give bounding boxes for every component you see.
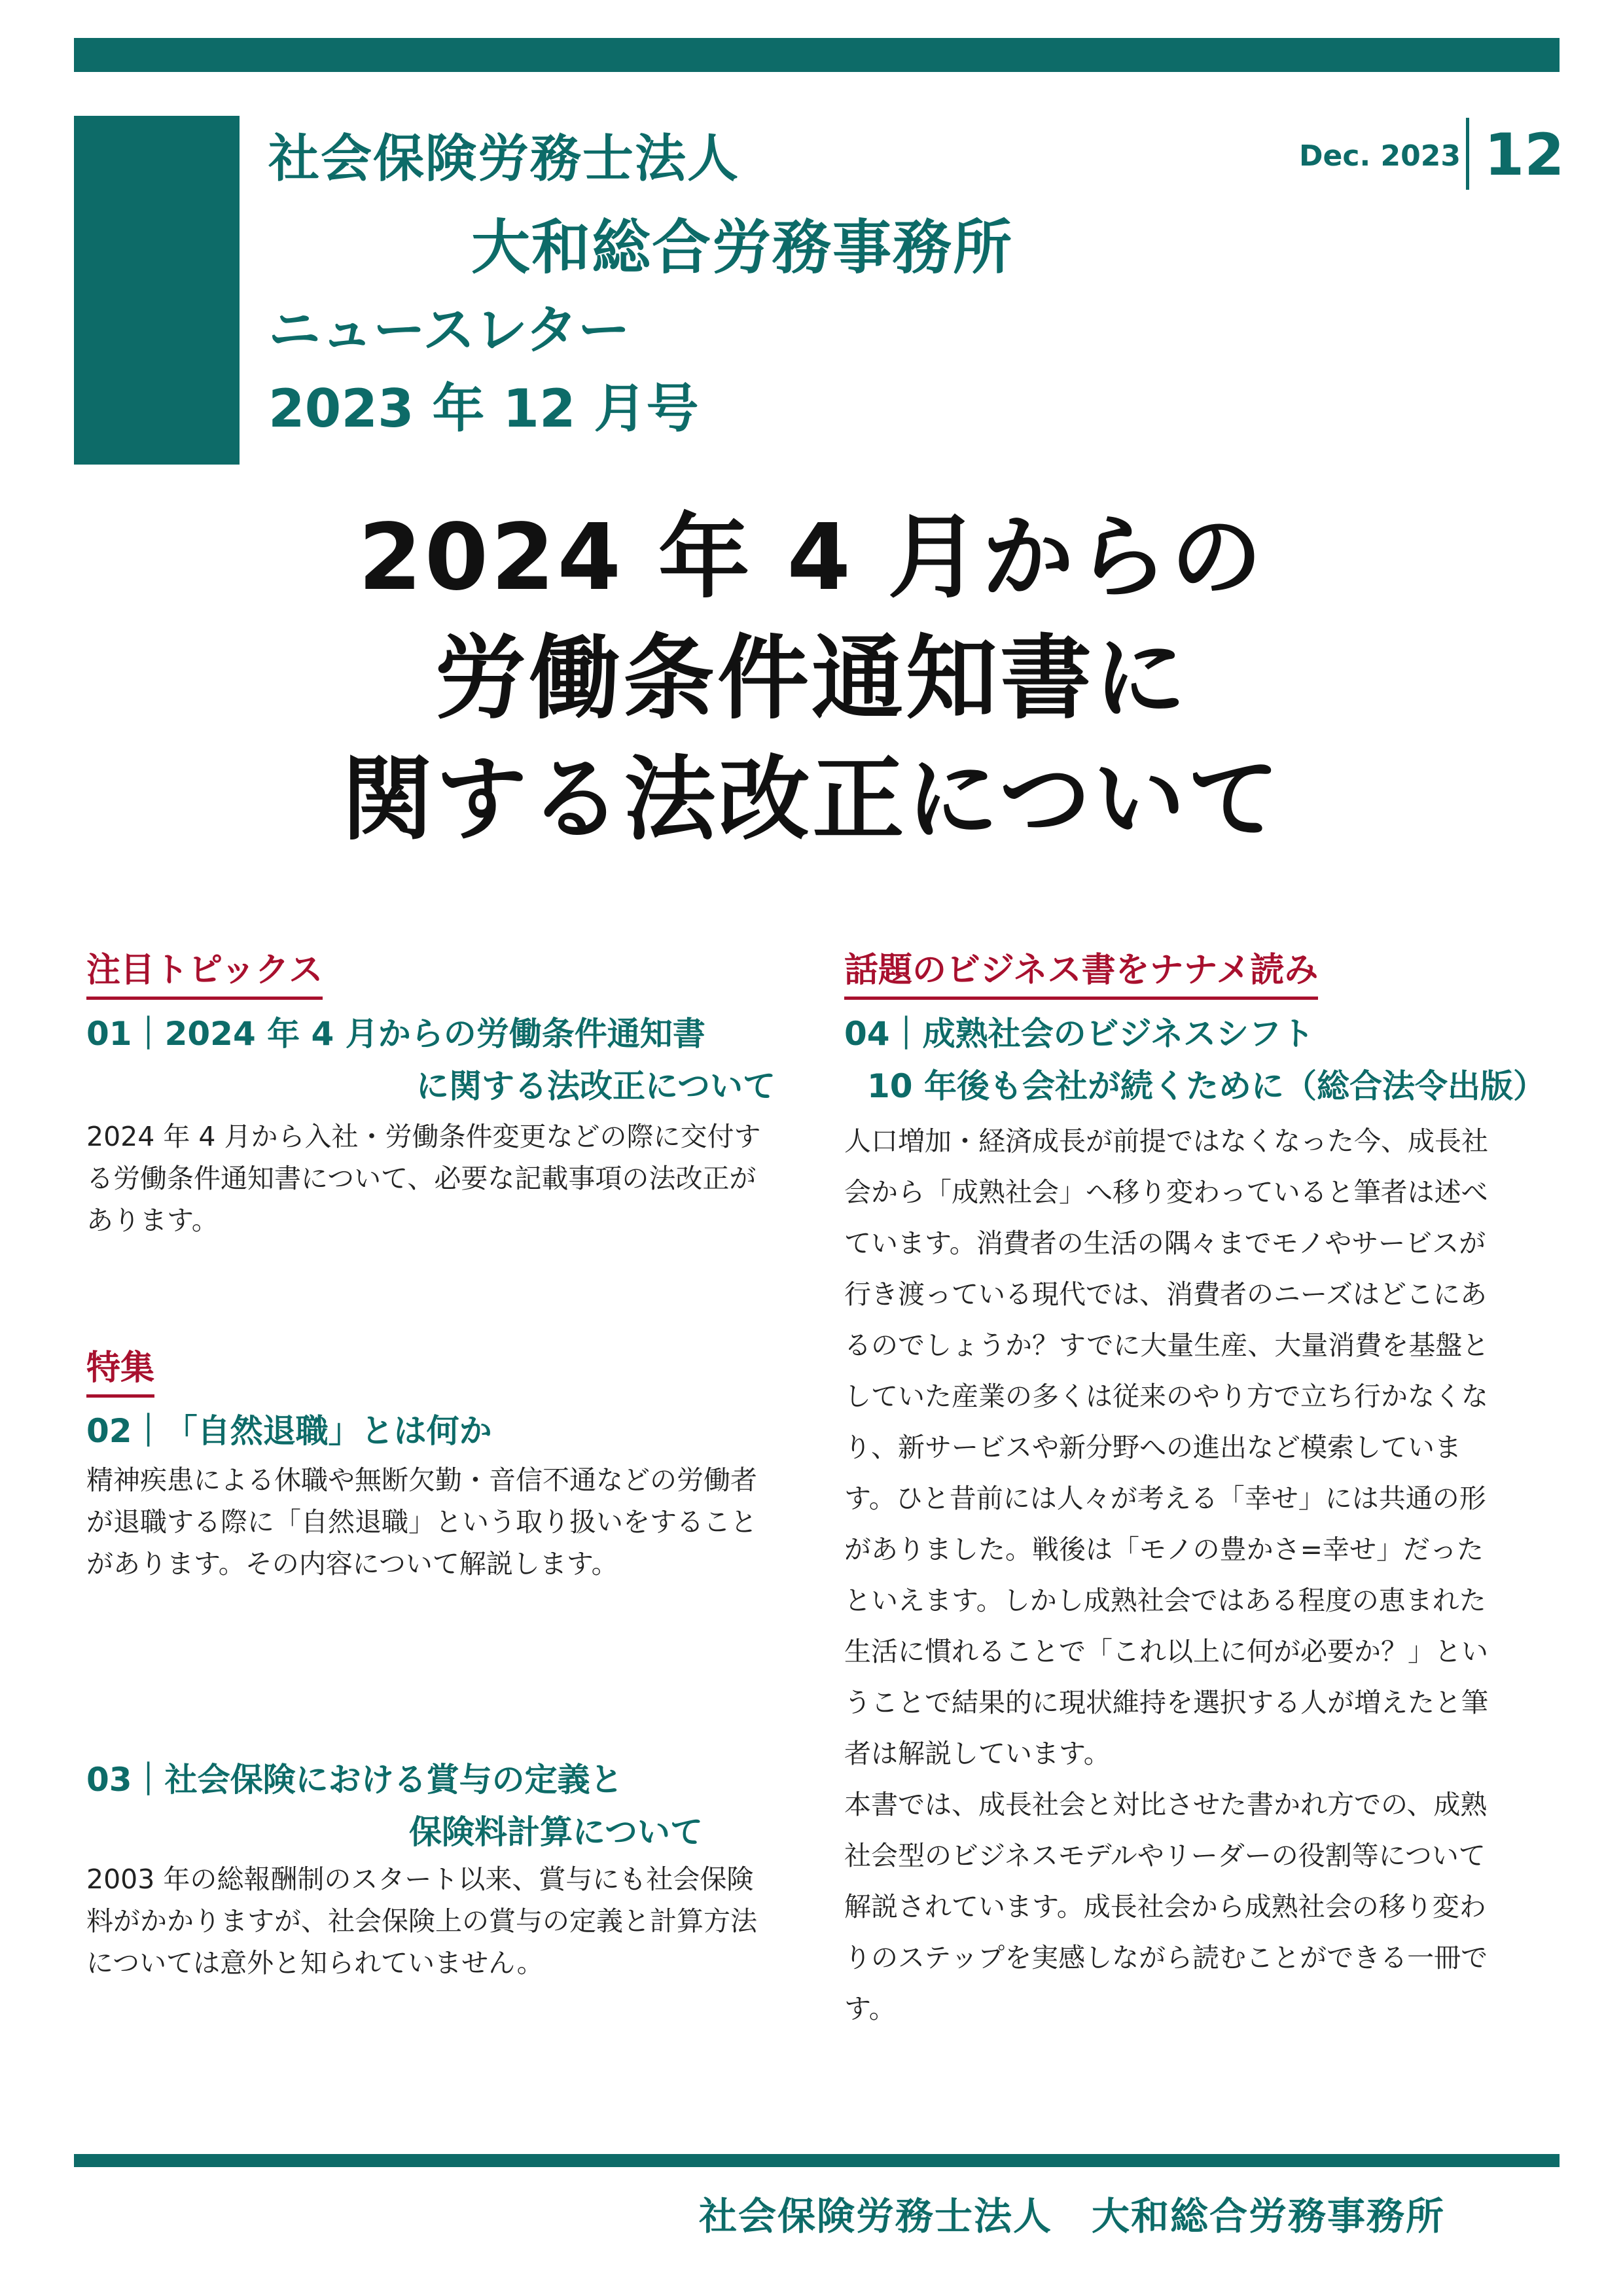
section-label-feature: 特集 [86,1340,154,1398]
header-side-block [74,116,240,465]
feature-02-heading: 02｜「自然退職」とは何か [86,1412,492,1450]
body-line: りのステップを実感しながら読むことができる一冊で [844,1942,1488,1973]
top-band [74,38,1560,72]
headline-line: 関する法改正について [341,747,1282,853]
item-03-heading-cont: 保険料計算について [409,1813,703,1851]
body-line: といえます。しかし成熟社会ではある程度の恵まれた [844,1585,1486,1616]
body-line: していた産業の多くは従来のやり方で立ち行かなくな [844,1381,1488,1412]
topic-01-heading: 01｜2024 年 4 月からの労働条件通知書 [86,1015,705,1053]
bottom-band [74,2154,1560,2167]
body-line: 精神疾患による休職や無断欠勤・音信不通などの労働者 [86,1464,757,1496]
body-line: す。ひと昔前には人々が考える「幸せ」には共通の形 [844,1483,1486,1514]
issue-date: Dec. 2023 [1299,139,1461,173]
body-line: については意外と知られていません。 [86,1947,544,1979]
topic-01-heading-cont: に関する法改正について [416,1067,776,1105]
body-line: 社会型のビジネスモデルやリーダーの役割等について [844,1840,1486,1871]
body-line: る労働条件通知書について、必要な記載事項の法改正が [86,1163,757,1194]
body-line: が退職する際に「自然退職」という取り扱いをすること [86,1506,757,1538]
footer-org-name: 社会保険労務士法人 大和総合労務事務所 [699,2194,1446,2238]
org-name-line2: 大和総合労務事務所 [471,213,1013,282]
issue-label: 2023 年 12 月号 [268,378,699,439]
body-line: り、新サービスや新分野への進出など模索していま [844,1432,1461,1463]
section-label-business-books: 話題のビジネス書をナナメ読み [844,942,1318,1000]
org-name-line1: 社会保険労務士法人 [268,130,740,188]
body-line: 2024 年 4 月から入社・労働条件変更などの際に交付す [86,1121,761,1152]
item-03-body [86,1858,757,1984]
body-line: 解説されています。成長社会から成熟社会の移り変わ [844,1891,1486,1922]
newsletter-title: ニュースレター [268,300,630,361]
book-04-subtitle: 10 年後も会社が続くために（総合法令出版） [867,1067,1546,1105]
body-line: 人口増加・経済成長が前提ではなくなった今、成長社 [844,1125,1488,1157]
body-line: うことで結果的に現状維持を選択する人が増えたと筆 [844,1687,1488,1718]
month-number: 12 [1484,121,1565,188]
body-line: 会から「成熟社会」へ移り変わっていると筆者は述べ [844,1176,1488,1208]
body-line: 者は解説しています。 [844,1738,1111,1769]
body-line: 生活に慣れることで「これ以上に何が必要か？」とい [844,1636,1488,1667]
book-04-heading: 04｜成熟社会のビジネスシフト [844,1015,1315,1053]
body-line: ています。消費者の生活の隅々までモノやサービスが [844,1227,1486,1259]
book-04-body [844,1116,1489,2034]
item-03-heading: 03｜社会保険における賞与の定義と [86,1761,623,1799]
body-line: 行き渡っている現代では、消費者のニーズはどこにあ [844,1279,1487,1310]
feature-02-body [86,1459,757,1585]
body-line: あります。 [86,1205,219,1236]
date-divider [1466,118,1469,190]
body-line: す。 [844,1993,896,2024]
body-line: がありました。戦後は「モノの豊かさ=幸せ」だった [844,1534,1484,1565]
body-line: るのでしょうか？すでに大量生産、大量消費を基盤と [844,1330,1489,1361]
headline-line: 労働条件通知書に [434,626,1188,732]
body-line: 本書では、成長社会と対比させた書かれ方での、成熟 [844,1789,1488,1820]
headline-line: 2024 年 4 月からの [358,504,1265,611]
topic-01-body [86,1116,761,1241]
body-line: 料がかかりますが、社会保険上の賞与の定義と計算方法 [86,1905,757,1937]
body-line: があります。その内容について解説します。 [86,1548,618,1580]
main-headline [0,497,1623,860]
section-label-topics: 注目トピックス [86,942,323,1000]
body-line: 2003 年の総報酬制のスタート以来、賞与にも社会保険 [86,1863,754,1895]
